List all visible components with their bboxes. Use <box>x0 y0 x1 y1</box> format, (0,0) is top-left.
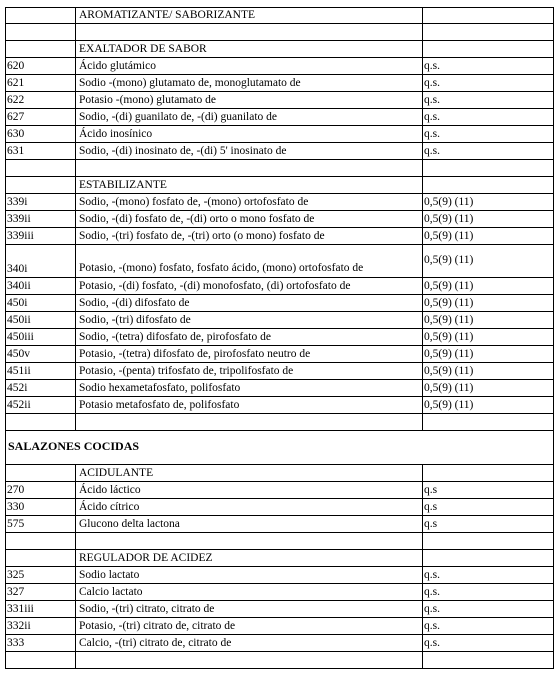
description-text: Sodio, -(di) guanilato de, -(di) guanilato de <box>79 111 278 123</box>
value-text: q.s. <box>424 569 440 581</box>
description-text: Ácido glutámico <box>79 60 156 72</box>
value-cell <box>422 414 553 430</box>
value-cell <box>422 499 553 515</box>
description-cell <box>75 380 422 396</box>
value-cell <box>422 160 553 176</box>
description-cell <box>75 414 422 430</box>
description-cell <box>75 211 422 227</box>
table-row <box>5 380 554 397</box>
description-cell <box>75 652 422 668</box>
value-text: 0,5(9) (11) <box>424 399 474 411</box>
description-text: Potasio metafosfato de, polifosfato <box>79 399 240 411</box>
value-cell <box>422 143 553 159</box>
code-cell <box>6 245 75 277</box>
table-row <box>5 584 554 601</box>
spacer-row <box>5 652 554 669</box>
description-text: Calcio, -(tri) citrato de, citrato de <box>79 637 232 649</box>
code-text: 621 <box>7 77 25 89</box>
value-cell <box>422 8 553 23</box>
value-cell <box>422 635 553 651</box>
code-cell <box>6 635 75 651</box>
description-cell <box>75 312 422 328</box>
code-cell <box>6 143 75 159</box>
code-text: 333 <box>7 637 25 649</box>
description-text: Sodio -(mono) glutamato de, monoglutamato de <box>79 77 301 89</box>
description-cell <box>75 533 422 549</box>
description-cell <box>75 363 422 379</box>
code-cell <box>6 533 75 549</box>
value-cell <box>422 363 553 379</box>
table-row <box>5 58 554 75</box>
code-text: 450i <box>7 297 28 309</box>
description-cell <box>75 143 422 159</box>
value-text: q.s. <box>424 111 440 123</box>
value-cell <box>422 652 553 668</box>
code-cell <box>6 41 75 57</box>
spacer-row <box>5 24 554 41</box>
code-text: 339i <box>7 196 28 208</box>
code-text: 340i <box>7 263 28 275</box>
value-text: 0,5(9) (11) <box>424 254 474 266</box>
value-cell <box>422 194 553 210</box>
description-cell <box>75 584 422 600</box>
description-text: Potasio, -(tri) citrato de, citrato de <box>79 620 236 632</box>
value-cell <box>422 465 553 481</box>
value-cell <box>422 567 553 583</box>
code-cell <box>6 92 75 108</box>
code-cell <box>6 465 75 481</box>
description-text: Potasio, -(di) fosfato, -(di) monofosfato, (di) ortofosfato de <box>79 280 351 292</box>
code-cell <box>6 177 75 193</box>
description-text: Ácido cítrico <box>79 501 140 513</box>
code-text: 631 <box>7 145 25 157</box>
table-row <box>5 363 554 380</box>
value-text: 0,5(9) (11) <box>424 331 474 343</box>
value-cell <box>422 24 553 40</box>
value-text: q.s <box>424 484 438 496</box>
code-text: 451ii <box>7 365 31 377</box>
description-text: Potasio, -(penta) trifosfato de, tripolifosfato de <box>79 365 294 377</box>
table-row <box>5 245 554 278</box>
value-cell <box>422 278 553 294</box>
description-text: REGULADOR DE ACIDEZ <box>79 552 213 564</box>
code-text: 332ii <box>7 620 31 632</box>
value-text: 0,5(9) (11) <box>424 196 474 208</box>
description-cell <box>75 228 422 244</box>
code-cell <box>6 228 75 244</box>
description-text: Sodio, -(di) inosinato de, -(di) 5' inosinato de <box>79 145 287 157</box>
value-text: 0,5(9) (11) <box>424 382 474 394</box>
code-cell <box>6 516 75 532</box>
code-cell <box>6 550 75 566</box>
description-text: Sodio, -(di) fosfato de, -(di) orto o mono fosfato de <box>79 213 315 225</box>
description-text: Potasio, -(tetra) difosfato de, pirofosfato neutro de <box>79 348 311 360</box>
code-cell <box>6 567 75 583</box>
value-text: q.s. <box>424 77 440 89</box>
value-cell <box>422 397 553 413</box>
code-cell <box>6 75 75 91</box>
code-cell <box>6 58 75 74</box>
description-cell <box>75 499 422 515</box>
additives-table <box>5 7 554 669</box>
description-cell <box>75 58 422 74</box>
value-cell <box>422 177 553 193</box>
table-row <box>5 312 554 329</box>
code-text: 270 <box>7 484 25 496</box>
value-text: q.s. <box>424 145 440 157</box>
table-row <box>5 499 554 516</box>
description-cell <box>75 465 422 481</box>
spacer-row <box>5 160 554 177</box>
table-row <box>5 346 554 363</box>
table-row <box>5 567 554 584</box>
value-cell <box>422 228 553 244</box>
description-cell <box>75 397 422 413</box>
description-text: ESTABILIZANTE <box>79 179 167 191</box>
description-cell <box>75 550 422 566</box>
description-cell <box>75 635 422 651</box>
code-cell <box>6 126 75 142</box>
value-cell <box>422 295 553 311</box>
table-row <box>5 75 554 92</box>
description-text: Sodio, -(di) difosfato de <box>79 297 190 309</box>
value-cell <box>422 245 553 277</box>
value-text: 0,5(9) (11) <box>424 348 474 360</box>
description-text: Sodio, -(tri) citrato, citrato de <box>79 603 215 615</box>
description-cell <box>75 567 422 583</box>
spacer-row <box>5 533 554 550</box>
value-text: q.s. <box>424 94 440 106</box>
value-cell <box>422 109 553 125</box>
value-text: q.s <box>424 501 438 513</box>
value-text: 0,5(9) (11) <box>424 230 474 242</box>
description-cell <box>75 41 422 57</box>
category-row <box>5 41 554 58</box>
table-row <box>5 194 554 211</box>
description-text: EXALTADOR DE SABOR <box>79 43 207 55</box>
code-text: 325 <box>7 569 25 581</box>
value-text: 0,5(9) (11) <box>424 314 474 326</box>
code-cell <box>6 346 75 362</box>
description-text: Sodio hexametafosfato, polifosfato <box>79 382 241 394</box>
category-row <box>5 7 554 24</box>
code-text: 450v <box>7 348 30 360</box>
category-row <box>5 465 554 482</box>
description-cell <box>75 295 422 311</box>
code-cell <box>6 414 75 430</box>
table-row <box>5 601 554 618</box>
value-cell <box>422 380 553 396</box>
description-text: Sodio, -(tri) fosfato de, -(tri) orto (o mono) fosfato de <box>79 230 325 242</box>
code-text: 339ii <box>7 213 31 225</box>
code-cell <box>6 363 75 379</box>
description-cell <box>75 24 422 40</box>
code-text: 622 <box>7 94 25 106</box>
value-cell <box>422 92 553 108</box>
value-text: q.s. <box>424 637 440 649</box>
spacer-row <box>5 414 554 431</box>
description-cell <box>75 75 422 91</box>
value-text: q.s. <box>424 603 440 615</box>
code-cell <box>6 8 75 23</box>
description-cell <box>75 278 422 294</box>
code-cell <box>6 194 75 210</box>
description-text: AROMATIZANTE/ SABORIZANTE <box>79 9 256 21</box>
code-cell <box>6 380 75 396</box>
value-cell <box>422 601 553 617</box>
table-row <box>5 635 554 652</box>
description-cell <box>75 618 422 634</box>
description-text: Sodio lactato <box>79 569 140 581</box>
description-cell <box>75 329 422 345</box>
code-cell <box>6 211 75 227</box>
code-cell <box>6 499 75 515</box>
code-cell <box>6 482 75 498</box>
value-cell <box>422 533 553 549</box>
description-text: Potasio, -(mono) fosfato, fosfato ácido, (mono) ortofosfato de <box>79 262 364 274</box>
code-cell <box>6 24 75 40</box>
code-text: 327 <box>7 586 25 598</box>
table-row <box>5 228 554 245</box>
table-row <box>5 143 554 160</box>
code-cell <box>6 160 75 176</box>
description-text: ACIDULANTE <box>79 467 154 479</box>
value-cell <box>422 211 553 227</box>
value-cell <box>422 516 553 532</box>
value-cell <box>422 58 553 74</box>
description-text: Potasio -(mono) glutamato de <box>79 94 217 106</box>
code-text: 339iii <box>7 230 34 242</box>
description-cell <box>75 346 422 362</box>
code-cell <box>6 329 75 345</box>
value-text: q.s. <box>424 586 440 598</box>
value-cell <box>422 584 553 600</box>
table-row <box>5 92 554 109</box>
code-cell <box>6 652 75 668</box>
table-row <box>5 295 554 312</box>
value-text: q.s. <box>424 620 440 632</box>
description-cell <box>75 245 422 277</box>
value-text: 0,5(9) (11) <box>424 280 474 292</box>
description-cell <box>75 482 422 498</box>
code-cell <box>6 601 75 617</box>
description-text: Calcio lactato <box>79 586 143 598</box>
description-cell <box>75 92 422 108</box>
table-row <box>5 109 554 126</box>
value-text: q.s. <box>424 60 440 72</box>
description-cell <box>75 601 422 617</box>
code-text: 450iii <box>7 331 34 343</box>
code-text: 450ii <box>7 314 31 326</box>
code-text: 330 <box>7 501 25 513</box>
value-text: 0,5(9) (11) <box>424 213 474 225</box>
description-cell <box>75 194 422 210</box>
value-cell <box>422 482 553 498</box>
value-cell <box>422 618 553 634</box>
code-text: 620 <box>7 60 25 72</box>
code-text: 452ii <box>7 399 31 411</box>
description-text: Sodio, -(tri) difosfato de <box>79 314 191 326</box>
section-heading <box>5 431 554 465</box>
code-text: 575 <box>7 518 25 530</box>
description-text: Glucono delta lactona <box>79 518 180 530</box>
value-cell <box>422 75 553 91</box>
code-text: 452i <box>7 382 28 394</box>
value-text: 0,5(9) (11) <box>424 365 474 377</box>
description-text: Sodio, -(tetra) difosfato de, pirofosfato de <box>79 331 271 343</box>
description-cell <box>75 177 422 193</box>
code-text: 331iii <box>7 603 34 615</box>
table-row <box>5 482 554 499</box>
description-cell <box>75 160 422 176</box>
section-title: SALAZONES COCIDAS <box>8 439 140 453</box>
description-text: Sodio, -(mono) fosfato de, -(mono) ortofosfato de <box>79 196 309 208</box>
value-cell <box>422 550 553 566</box>
code-cell <box>6 109 75 125</box>
table-row <box>5 278 554 295</box>
code-text: 627 <box>7 111 25 123</box>
category-row <box>5 550 554 567</box>
value-text: q.s. <box>424 128 440 140</box>
description-cell <box>75 516 422 532</box>
code-cell <box>6 295 75 311</box>
value-cell <box>422 41 553 57</box>
code-cell <box>6 584 75 600</box>
code-text: 340ii <box>7 280 31 292</box>
table-row <box>5 516 554 533</box>
code-cell <box>6 312 75 328</box>
value-cell <box>422 126 553 142</box>
description-text: Ácido inosínico <box>79 128 153 140</box>
value-text: 0,5(9) (11) <box>424 297 474 309</box>
category-row <box>5 177 554 194</box>
value-text: q.s <box>424 518 438 530</box>
code-text: 630 <box>7 128 25 140</box>
description-cell <box>75 8 422 23</box>
description-text: Ácido láctico <box>79 484 141 496</box>
description-cell <box>75 126 422 142</box>
code-cell <box>6 618 75 634</box>
table-row <box>5 618 554 635</box>
code-cell <box>6 278 75 294</box>
code-cell <box>6 397 75 413</box>
description-cell <box>75 109 422 125</box>
value-cell <box>422 329 553 345</box>
value-cell <box>422 312 553 328</box>
table-row <box>5 126 554 143</box>
table-row <box>5 397 554 414</box>
value-cell <box>422 346 553 362</box>
table-row <box>5 211 554 228</box>
table-row <box>5 329 554 346</box>
